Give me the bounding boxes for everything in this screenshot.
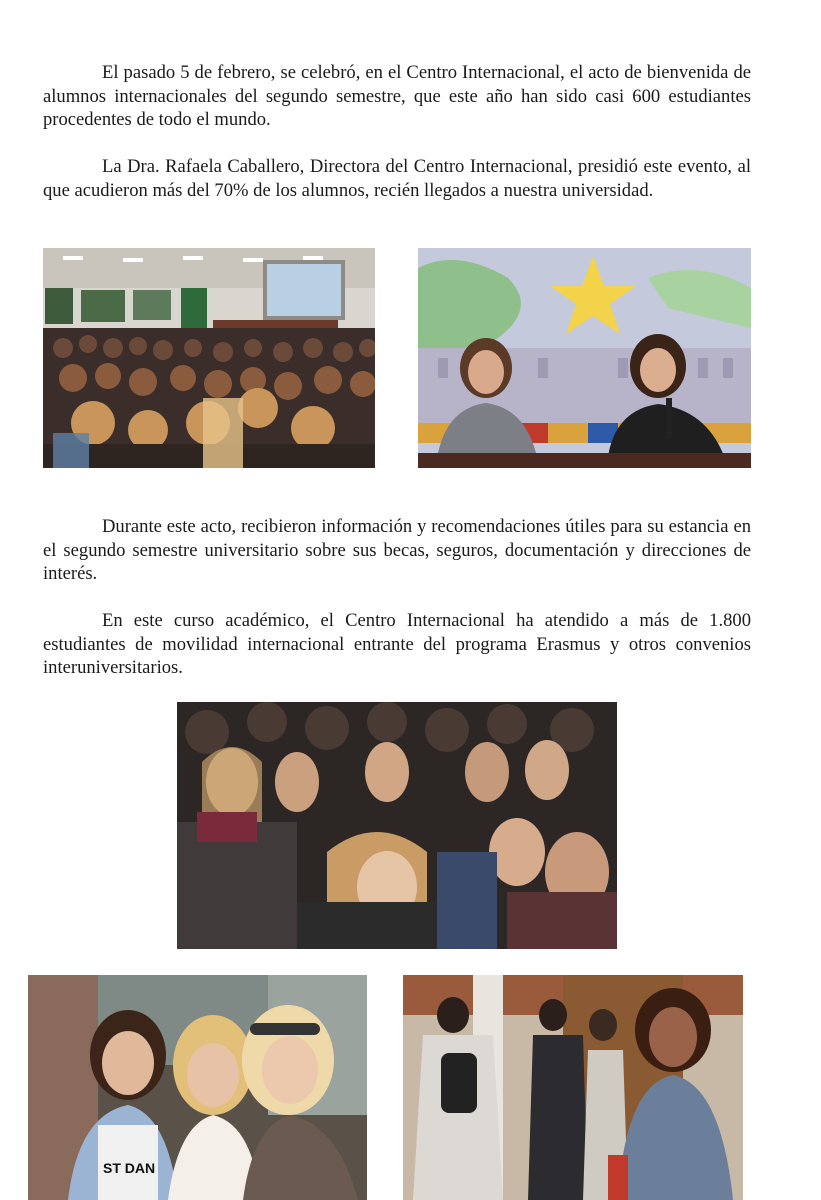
- paragraph-academic-year: En este curso académico, el Centro Internacional ha atendido a más de 1.800 estudiantes de movilidad internacional entrante del programa Erasmus y otros convenios interuniversitarios.: [43, 610, 751, 678]
- photo-students-crowd: [177, 702, 617, 949]
- photo-auditorium-audience: [43, 248, 375, 468]
- paragraph-information: Durante este acto, recibieron información y recomendaciones útiles para su estancia en el segundo semestre universitario sobre sus becas, seguros, documentación y direcciones de interés.: [43, 516, 751, 584]
- photo-three-students: [28, 975, 367, 1200]
- photo-presiding-table: [418, 248, 751, 468]
- shirt-print-text: ST DAN: [103, 1160, 156, 1176]
- photo-corridor-students: [403, 975, 743, 1200]
- paragraph-director: La Dra. Rafaela Caballero, Directora del Centro Internacional, presidió este evento, al que acudieron más del 70% de los alumnos, recién llegados a nuestra universidad.: [43, 156, 751, 201]
- paragraph-welcome-event: El pasado 5 de febrero, se celebró, en el Centro Internacional, el acto de bienvenida de alumnos internacionales del segundo semestre, que este año han sido casi 600 estudiantes procedentes de todo el mundo.: [43, 62, 751, 130]
